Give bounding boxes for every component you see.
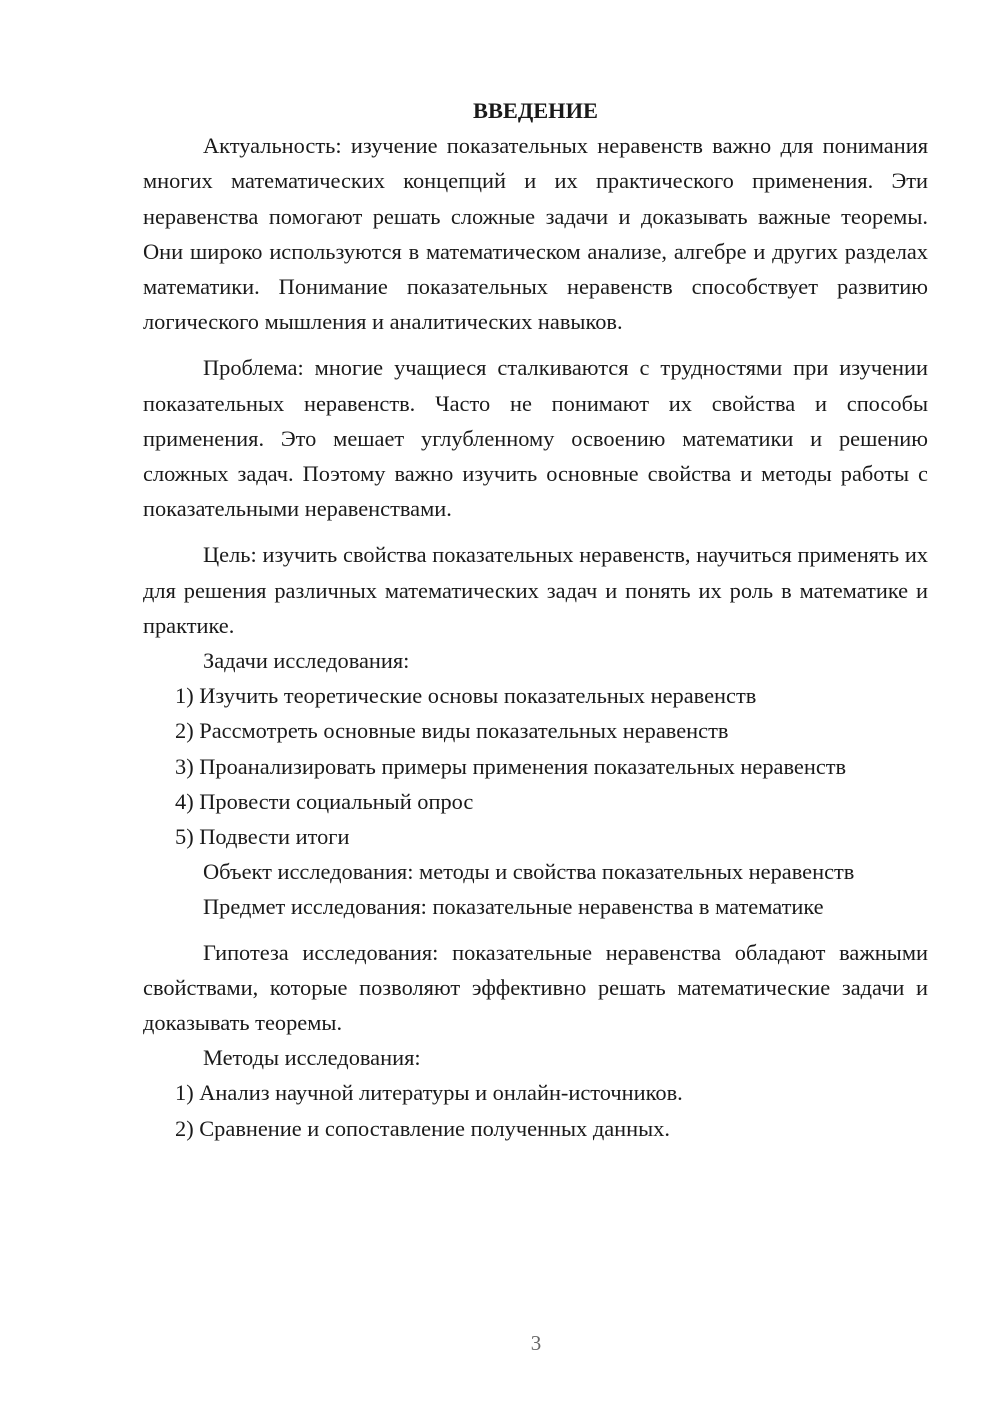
page-content	[143, 93, 928, 1146]
problem-paragraph: Проблема: многие учащиеся сталкиваются с трудностями при изучении показательных неравенств. Часто не понимают их свойства и способы применения. Это мешает углубленному освоению математики и решению сложных задач. Поэтому важно изучить основные свойства и методы работы с показательными неравенствами.	[143, 355, 928, 522]
list-item: 4) Провести социальный опрос	[175, 788, 474, 814]
tasks-heading: Задачи исследования:	[203, 648, 410, 674]
list-item: 2) Сравнение и сопоставление полученных данных.	[175, 1115, 670, 1141]
list-item: 2) Рассмотреть основные виды показательных неравенств	[175, 718, 729, 744]
list-item: 3) Проанализировать примеры применения показательных неравенств	[175, 753, 847, 779]
subject-line: Предмет исследования: показательные неравенства в математике	[203, 894, 824, 920]
methods-list	[143, 1075, 928, 1145]
hypothesis-paragraph: Гипотеза исследования: показательные неравенства обладают важными свойствами, которые позволяют эффективно решать математические задачи и доказывать теоремы.	[143, 939, 928, 1036]
page-number: 3	[530, 1331, 542, 1355]
object-line: Объект исследования: методы и свойства показательных неравенств	[203, 859, 855, 885]
methods-heading: Методы исследования:	[203, 1045, 421, 1071]
list-item: 1) Изучить теоретические основы показательных неравенств	[175, 683, 757, 709]
goal-paragraph: Цель: изучить свойства показательных неравенств, научиться применять их для решения различных математических задач и понять их роль в математике и практике.	[143, 542, 928, 638]
section-title: ВВЕДЕНИЕ	[473, 98, 598, 123]
relevance-paragraph: Актуальность: изучение показательных неравенств важно для понимания многих математических концепций и их практического применения. Эти неравенства помогают решать сложные задачи и доказывать важные теоремы. Они широко используются в математическом анализе, алгебре и других разделах математики. Понимание показательных неравенств способствует развитию логического мышления и аналитических навыков.	[143, 133, 928, 335]
list-item: 1) Анализ научной литературы и онлайн-источников.	[175, 1080, 683, 1106]
list-item: 5) Подвести итоги	[175, 824, 350, 850]
tasks-list	[143, 678, 928, 854]
